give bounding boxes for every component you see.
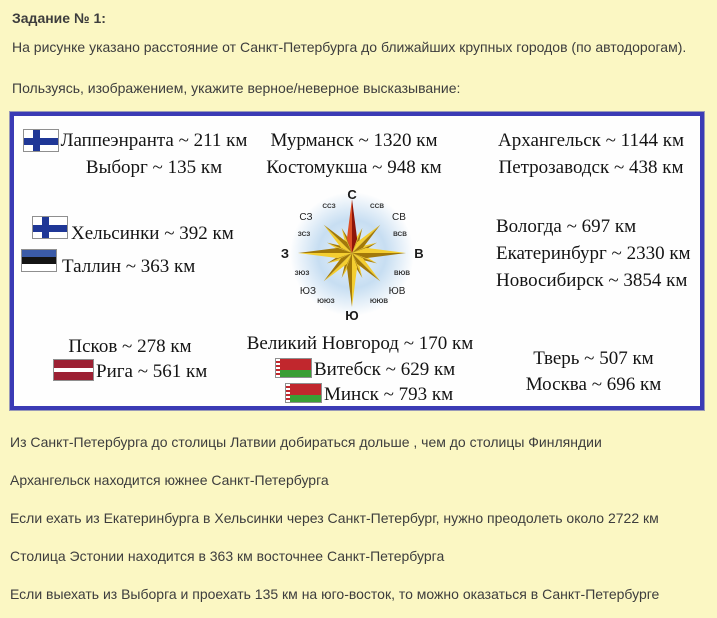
distance-line: Архангельск ~ 1144 км bbox=[498, 130, 684, 151]
compass-label-se: ЮВ bbox=[388, 286, 406, 297]
estonia-flag-icon bbox=[21, 249, 57, 272]
distance-group-mid-right bbox=[496, 213, 691, 294]
distance-group-top-left bbox=[48, 127, 260, 181]
distance-line: Екатеринбург ~ 2330 км bbox=[496, 243, 691, 264]
distance-group-bottom-right bbox=[506, 346, 681, 398]
compass-label-n: С bbox=[347, 187, 357, 202]
latvia-flag-icon bbox=[53, 359, 94, 381]
distance-line-pskov: Псков ~ 278 км bbox=[68, 336, 192, 357]
distance-line: Мурманск ~ 1320 км bbox=[270, 130, 438, 151]
distance-group-top-right bbox=[480, 127, 702, 181]
compass-label-ese: ВЮВ bbox=[393, 270, 411, 277]
compass-label-sse: ЮЮВ bbox=[369, 298, 389, 305]
distance-line: Лаппеэнранта ~ 211 км bbox=[60, 130, 248, 151]
statement-option-1[interactable]: Из Санкт-Петербурга до столицы Латвии добираться дольше , чем до столицы Финляндии bbox=[10, 434, 602, 450]
distance-line: Тверь ~ 507 км bbox=[533, 348, 654, 369]
belarus-flag-icon bbox=[275, 358, 312, 378]
compass-label-ene: ВСВ bbox=[393, 231, 407, 238]
distance-line-vitebsk: Витебск ~ 629 км bbox=[314, 359, 456, 380]
distance-line-tallinn: Таллин ~ 363 км bbox=[62, 256, 196, 277]
page-title: Задание № 1: bbox=[12, 10, 106, 26]
map-figure bbox=[10, 112, 704, 410]
compass-label-nnw: ССЗ bbox=[322, 203, 336, 210]
distance-line: Новосибирск ~ 3854 км bbox=[496, 270, 688, 291]
compass-label-sw: ЮЗ bbox=[299, 286, 317, 297]
compass-label-e: В bbox=[414, 246, 424, 261]
distance-line-helsinki: Хельсинки ~ 392 км bbox=[71, 223, 234, 244]
distance-line: Москва ~ 696 км bbox=[525, 374, 662, 395]
statement-option-5[interactable]: Если выехать из Выборга и проехать 135 км на юго-восток, то можно оказаться в Санкт-Петербурге bbox=[10, 586, 660, 602]
distance-line: Вологда ~ 697 км bbox=[496, 216, 637, 237]
compass-label-ssw: ЮЮЗ bbox=[317, 298, 335, 305]
compass-label-wnw: ЗСЗ bbox=[297, 231, 311, 238]
task-instruction-text: Пользуясь, изображением, укажите верное/неверное высказывание: bbox=[12, 80, 461, 96]
compass-label-w: З bbox=[280, 246, 290, 261]
distance-line-novgorod: Великий Новгород ~ 170 км bbox=[246, 333, 474, 354]
distance-line: Петрозаводск ~ 438 км bbox=[498, 157, 684, 178]
compass-label-s: Ю bbox=[345, 308, 359, 323]
compass-label-nne: ССВ bbox=[369, 203, 385, 210]
statement-option-4[interactable]: Столица Эстонии находится в 363 км восточнее Санкт-Петербурга bbox=[10, 548, 445, 564]
compass-label-ne: СВ bbox=[392, 212, 406, 223]
distance-line-riga: Рига ~ 561 км bbox=[96, 361, 208, 382]
distance-line: Выборг ~ 135 км bbox=[85, 157, 223, 178]
compass-label-wsw: ЗЮЗ bbox=[294, 270, 310, 277]
distance-line-minsk: Минск ~ 793 км bbox=[324, 384, 454, 405]
distance-line: Костомукша ~ 948 км bbox=[266, 157, 442, 178]
finland-flag-icon bbox=[32, 216, 68, 239]
compass-label-nw: СЗ bbox=[299, 212, 313, 223]
belarus-flag-icon bbox=[285, 383, 322, 403]
task-intro-text: На рисунке указано расстояние от Санкт-Петербурга до ближайших крупных городов (по автодорогам). bbox=[12, 39, 687, 55]
statement-option-3[interactable]: Если ехать из Екатеринбурга в Хельсинки через Санкт-Петербург, нужно преодолеть около 2722 км bbox=[10, 510, 659, 526]
compass-rose bbox=[267, 172, 437, 334]
statement-option-2[interactable]: Архангельск находится южнее Санкт-Петербурга bbox=[10, 472, 329, 488]
